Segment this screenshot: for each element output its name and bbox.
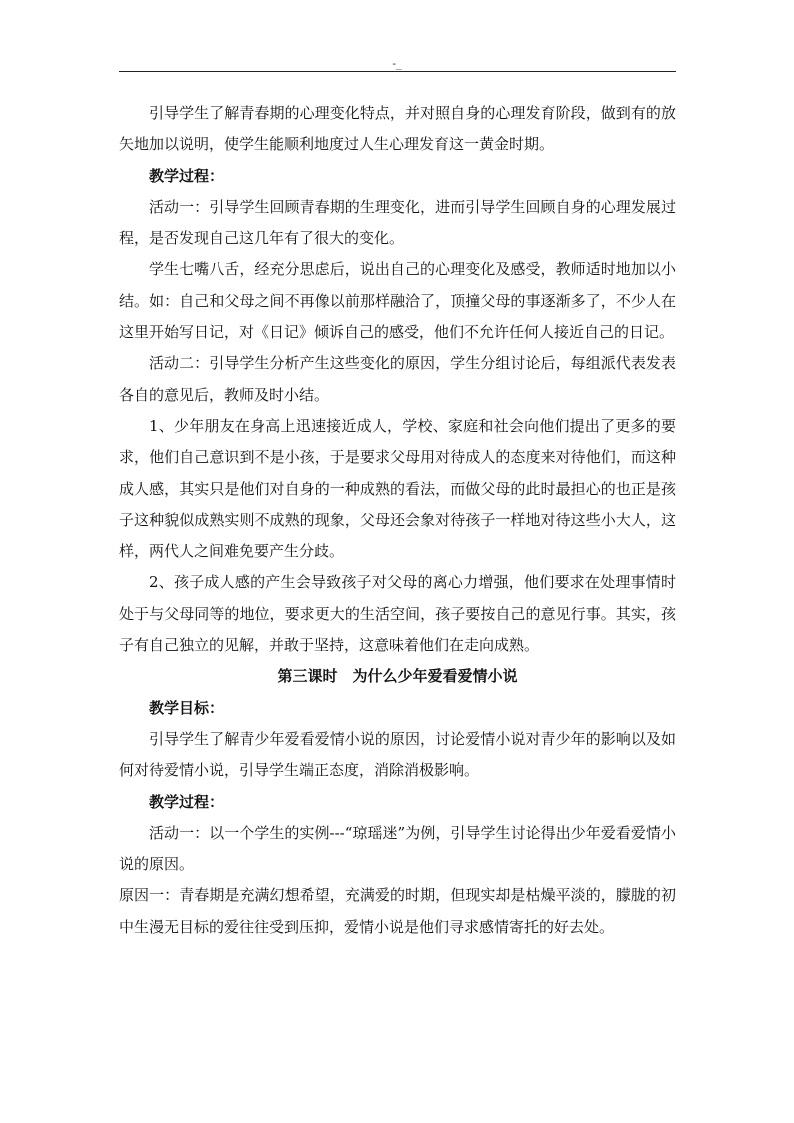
paragraph-point-two: 2、孩子成人感的产生会导致孩子对父母的离心力增强，他们要求在处理事情时处于与父母同等的地位，要求更大的生活空间，孩子要按自己的意见行事。其实，孩子有自己独立的见解，并敢于坚持，这意味着他们在走向成熟。 <box>119 573 676 655</box>
paragraph-reason-one: 原因一：青春期是充满幻想希望，充满爱的时期，但现实却是枯燥平淡的，朦胧的初中生漫无目标的爱往往受到压抑，爱情小说是他们寻求感情寄托的好去处。 <box>119 886 676 936</box>
paragraph-activity-two: 活动二：引导学生分析产生这些变化的原因，学生分组讨论后，每组派代表发表各自的意见后，教师及时小结。 <box>119 354 676 404</box>
paragraph-objective-text: 引导学生了解青春期的心理变化特点，并对照自身的心理发育阶段，做到有的放矢地加以说明，使学生能顺利地度过人生心理发育这一黄金时期。 <box>119 104 676 154</box>
heading-teaching-process: 教学过程： <box>149 166 225 185</box>
paragraph-student-discussion: 学生七嘴八舌，经充分思虑后，说出自己的心理变化及感受，教师适时地加以小结。如：自己和父母之间不再像以前那样融洽了，顶撞父母的事逐渐多了，不少人在这里开始写日记，对《日记》倾诉自己的感受，他们不允许任何人接近自己的日记。 <box>119 260 676 342</box>
document-body <box>119 98 676 943</box>
heading-teaching-objective: 教学目标： <box>149 698 225 717</box>
paragraph-activity-one: 活动一：引导学生回顾青春期的生理变化，进而引导学生回顾自身的心理发展过程，是否发现自己这几年有了很大的变化。 <box>119 197 676 248</box>
paragraph-objective-lesson-three: 引导学生了解青少年爱看爱情小说的原因，讨论爱情小说对青少年的影响以及如何对待爱情小说，引导学生端正态度，消除消极影响。 <box>119 729 676 780</box>
heading-teaching-process-2: 教学过程： <box>149 792 225 811</box>
header-mark: -_ <box>392 57 402 70</box>
paragraph-activity-one-lesson-three: 活动一：以一个学生的实例---“琼瑶迷”为例，引导学生讨论得出少年爱看爱情小说的原因。 <box>119 823 676 874</box>
section-title-lesson-three: 第三课时 为什么少年爱看爱情小说 <box>277 667 518 686</box>
header-rule <box>119 71 676 72</box>
paragraph-point-one: 1、少年朋友在身高上迅速接近成人，学校、家庭和社会向他们提出了更多的要求，他们自己意识到不是小孩，于是要求父母用对待成人的态度来对待他们，而这种成人感，其实只是他们对自身的一种成熟的看法，而做父母的此时最担心的也正是孩子这种貌似成熟实则不成熟的现象，父母还会象对待孩子一样地对待这些小大人，这样，两代人之间难免要产生分歧。 <box>119 416 676 561</box>
